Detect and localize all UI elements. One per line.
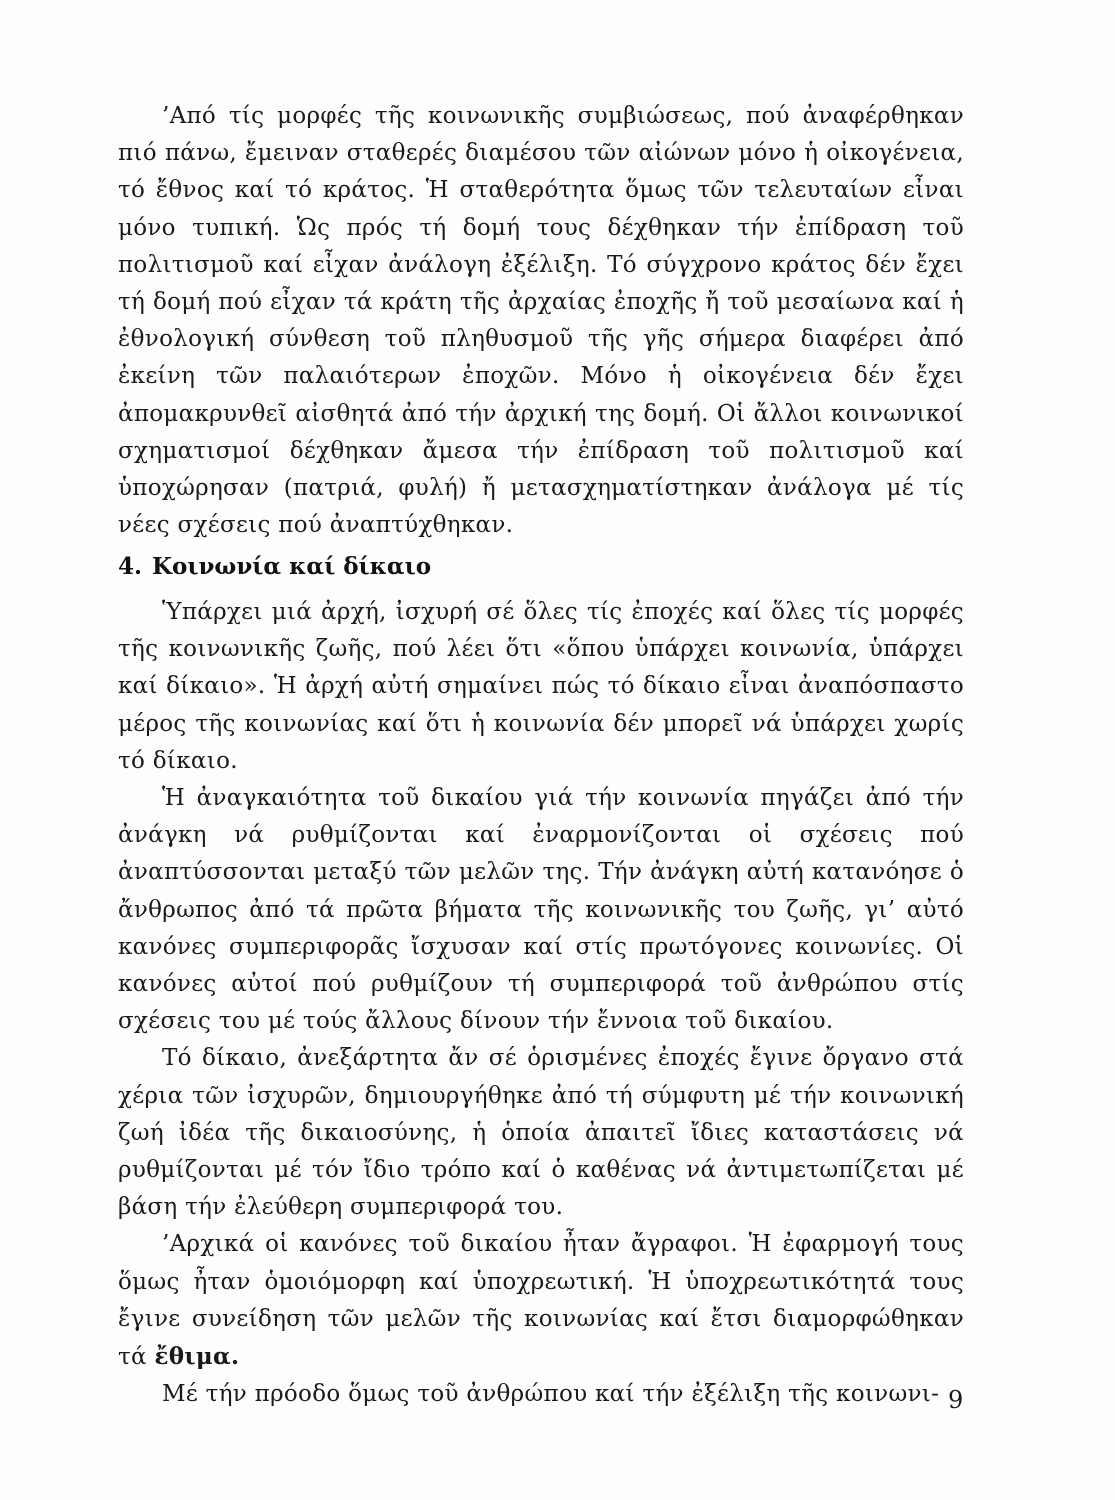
customs-text: ’Αρχικά οἱ κανόνες τοῦ δικαίου ἦταν ἄγραφοι. Ἡ ἐφαρμογή τους ὅμως ἦταν ὁμοιόμορφη καί ὑποχρεωτική. Ἡ ὑποχρεωτικότητά τους ἔγινε συνείδηση τῶν μελῶν τῆς κοινωνίας καί ἔτσι διαμορφώθηκαν τά	[118, 1231, 964, 1371]
section-heading	[118, 553, 431, 580]
intro-text-block	[118, 98, 964, 544]
section-title: Κοινωνία καί δίκαιο	[152, 553, 432, 580]
paragraph-principle: Ὑπάρχει μιά ἀρχή, ἰσχυρή σέ ὅλες τίς ἐποχές καί ὅλες τίς μορφές τῆς κοινωνικῆς ζωῆς, πού λέει ὅτι «ὅπου ὑπάρχει κοινωνία, ὑπάρχει καί δίκαιο». Ἡ ἀρχή αὐτή σημαίνει πώς τό δίκαιο εἶναι ἀναπόσπαστο μέρος τῆς κοινωνίας καί ὅτι ἡ κοινωνία δέν μπορεῖ νά ὑπάρχει χωρίς τό δίκαιο.	[118, 599, 964, 774]
section-text-block	[118, 594, 964, 1413]
section-number: 4.	[118, 553, 143, 580]
customs-term: ἔθιμα	[154, 1343, 231, 1371]
paragraph-progress: Μέ τήν πρόοδο ὅμως τοῦ ἀνθρώπου καί τήν ἐξέλιξη τῆς κοινωνι-	[162, 1381, 940, 1408]
paragraph-customs	[118, 1226, 964, 1376]
paragraph-social-forms: ’Από τίς μορφές τῆς κοινωνικῆς συμβιώσεως, πού ἀναφέρθηκαν πιό πάνω, ἔμειναν σταθερές διαμέσου τῶν αἰώνων μόνο ἡ οἰκογένεια, τό ἔθνος καί τό κράτος. Ἡ σταθερότητα ὅμως τῶν τελευταίων εἶναι μόνο τυπική. Ὡς πρός τή δομή τους δέχθηκαν τήν ἐπίδραση τοῦ πολιτισμοῦ καί εἶχαν ἀνάλογη ἐξέλιξη. Τό σύγχρονο κράτος δέν ἔχει τή δομή πού εἶχαν τά κράτη τῆς ἀρχαίας ἐποχῆς ἤ τοῦ μεσαίωνα καί ἡ ἐθνολογική σύνθεση τοῦ πληθυσμοῦ τῆς γῆς σήμερα διαφέρει ἀπό ἐκείνη τῶν παλαιότερων ἐποχῶν. Μόνο ἡ οἰκογένεια δέν ἔχει ἀπομακρυνθεῖ αἰσθητά ἀπό τήν ἀρχική της δομή. Οἱ ἄλλοι κοινωνικοί σχηματισμοί δέχθηκαν ἄμεσα τήν ἐπίδραση τοῦ πολιτισμοῦ καί ὑποχώρησαν (πατριά, φυλή) ἤ μετασχηματίστηκαν ἀνάλογα μέ τίς νέες σχέσεις πού ἀναπτύχθηκαν.	[118, 103, 964, 539]
paragraph-necessity: Ἡ ἀναγκαιότητα τοῦ δικαίου γιά τήν κοινωνία πηγάζει ἀπό τήν ἀνάγκη νά ρυθμίζονται καί ἐναρμονίζονται οἱ σχέσεις πού ἀναπτύσσονται μεταξύ τῶν μελῶν της. Τήν ἀνάγκη αὐτή κατανόησε ὁ ἄνθρωπος ἀπό τά πρῶτα βήματα τῆς κοινωνικῆς του ζωῆς, γι’ αὐτό κανόνες συμπεριφορᾶς ἴσχυσαν καί στίς πρωτόγονες κοινωνίες. Οἱ κανόνες αὐτοί πού ρυθμίζουν τή συμπεριφορά τοῦ ἀνθρώπου στίς σχέσεις του μέ τούς ἄλλους δίνουν τήν ἔννοια τοῦ δικαίου.	[118, 785, 964, 1035]
paragraph-justice: Τό δίκαιο, ἀνεξάρτητα ἄν σέ ὁρισμένες ἐποχές ἔγινε ὄργανο στά χέρια τῶν ἰσχυρῶν, δημιουργήθηκε ἀπό τή σύμφυτη μέ τήν κοινωνική ζωή ἰδέα τῆς δικαιοσύνης, ἡ ὁποία ἀπαιτεῖ ἴδιες καταστάσεις νά ρυθμίζονται μέ τόν ἴδιο τρόπο καί ὁ καθένας νά ἀντιμετωπίζεται μέ βάση τήν ἐλεύθερη συμπεριφορά του.	[118, 1045, 964, 1221]
customs-term-end: .	[230, 1343, 240, 1371]
page-number: 9	[948, 1386, 964, 1414]
